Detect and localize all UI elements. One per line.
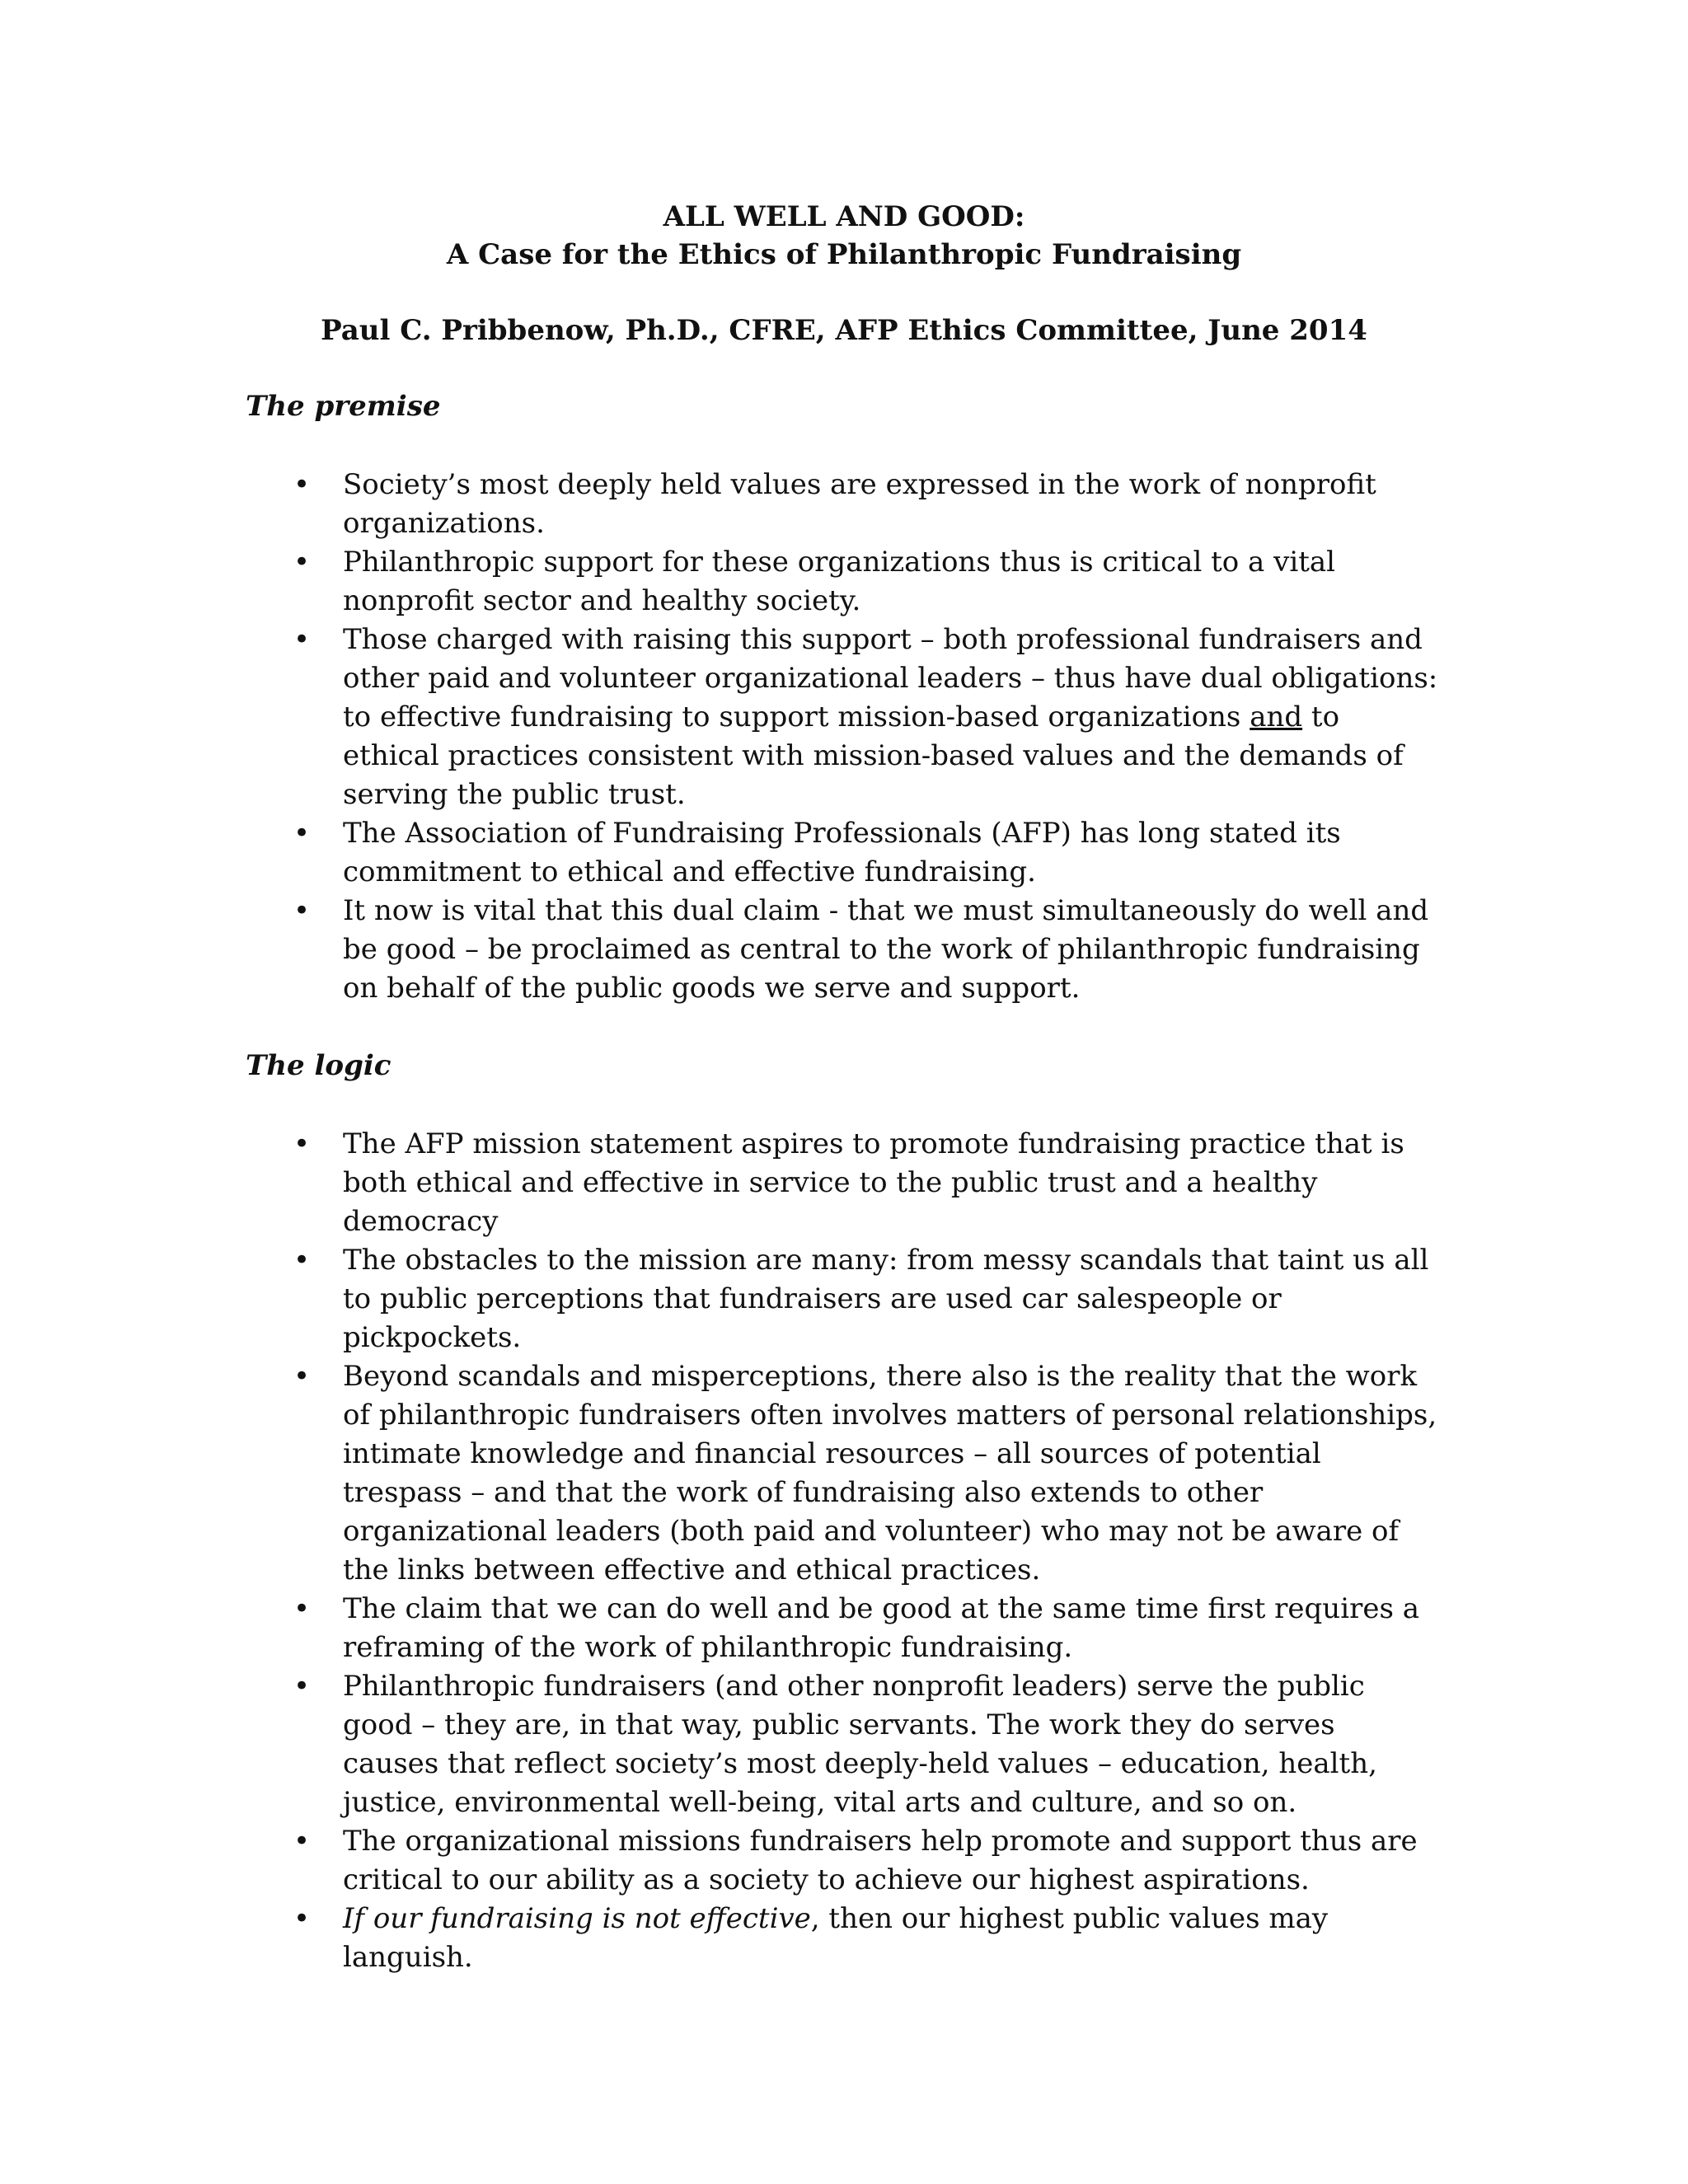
list-item-text: The AFP mission statement aspires to promote fundraising practice that is both ethical and effective in service to the public trust and a healthy democracy <box>343 1127 1404 1238</box>
bullet-icon: • <box>293 1592 311 1625</box>
bullet-icon: • <box>293 1360 311 1393</box>
bullet-icon: • <box>293 1670 311 1703</box>
list-item <box>0 1241 1439 1357</box>
list-item <box>0 1590 1439 1667</box>
underlined-word: and <box>1250 701 1303 733</box>
list-item-text: The obstacles to the mission are many: from messy scandals that taint us all to public perceptions that fundraisers are used car salespeople or pickpockets. <box>343 1244 1429 1354</box>
premise-list <box>0 466 1688 1008</box>
list-item <box>0 814 1439 892</box>
list-item-text: The organizational missions fundraisers help promote and support thus are critical to our ability as a society to achieve our highest aspirations. <box>343 1825 1418 1896</box>
section-heading-premise: The premise <box>246 390 441 423</box>
bullet-icon: • <box>293 546 311 579</box>
author-line: Paul C. Pribbenow, Ph.D., CFRE, AFP Ethics Committee, June 2014 <box>321 314 1367 347</box>
list-item <box>0 1900 1439 1977</box>
section-heading-logic: The logic <box>246 1049 392 1082</box>
title-line-1: ALL WELL AND GOOD: <box>663 200 1025 233</box>
italic-phrase: If our fundraising is not effective <box>343 1902 811 1935</box>
bullet-icon: • <box>293 894 311 927</box>
bullet-icon: • <box>293 1825 311 1858</box>
list-item <box>0 1822 1439 1900</box>
bullet-icon: • <box>293 817 311 850</box>
title-line-2: A Case for the Ethics of Philanthropic Fundraising <box>446 238 1242 271</box>
list-item-text: Society’s most deeply held values are expressed in the work of nonprofit organizations. <box>343 468 1376 540</box>
bullet-icon: • <box>293 1244 311 1277</box>
list-item-text: The Association of Fundraising Professionals (AFP) has long stated its commitment to ethical and effective fundraising. <box>343 817 1341 888</box>
bullet-icon: • <box>293 468 311 501</box>
bullet-icon: • <box>293 1902 311 1935</box>
list-item <box>0 466 1439 543</box>
list-item <box>0 892 1439 1008</box>
list-item-text-after: , then our highest public values may languish. <box>343 1902 1329 1974</box>
list-item-text-after: to ethical practices consistent with mission-based values and the demands of serving the public trust. <box>343 701 1404 811</box>
list-item <box>0 1125 1439 1241</box>
list-item-text: Philanthropic support for these organizations thus is critical to a vital nonprofit sector and healthy society. <box>343 546 1336 617</box>
list-item <box>0 1357 1439 1590</box>
bullet-icon: • <box>293 1127 311 1160</box>
list-item-text: Beyond scandals and misperceptions, there also is the reality that the work of philanthropic fundraisers often involves matters of personal relationships, intimate knowledge and financial resources – all sources of potential trespass – and that the work of fundraising also extends to other organizational leaders (both paid and volunteer) who may not be aware of the links between effective and ethical practices. <box>343 1360 1437 1586</box>
list-item-text: It now is vital that this dual claim - that we must simultaneously do well and be good – be proclaimed as central to the work of philanthropic fundraising on behalf of the public goods we serve and support. <box>343 894 1429 1005</box>
list-item <box>0 1667 1439 1822</box>
document-title <box>0 198 1688 274</box>
logic-list <box>0 1125 1688 1977</box>
bullet-icon: • <box>293 623 311 656</box>
list-item-text-before: Those charged with raising this support – both professional fundraisers and other paid and volunteer organizational leaders – thus have dual obligations: to effective fundraising to support mission-based organizations <box>343 623 1438 733</box>
list-item-text: Philanthropic fundraisers (and other nonprofit leaders) serve the public good – they are, in that way, public servants. The work they do serves causes that reflect society’s most deeply-held values – education, health, justice, environmental well-being, vital arts and culture, and so on. <box>343 1670 1377 1819</box>
list-item <box>0 621 1439 814</box>
list-item <box>0 543 1439 621</box>
list-item-text: The claim that we can do well and be good at the same time first requires a reframing of the work of philanthropic fundraising. <box>343 1592 1419 1664</box>
